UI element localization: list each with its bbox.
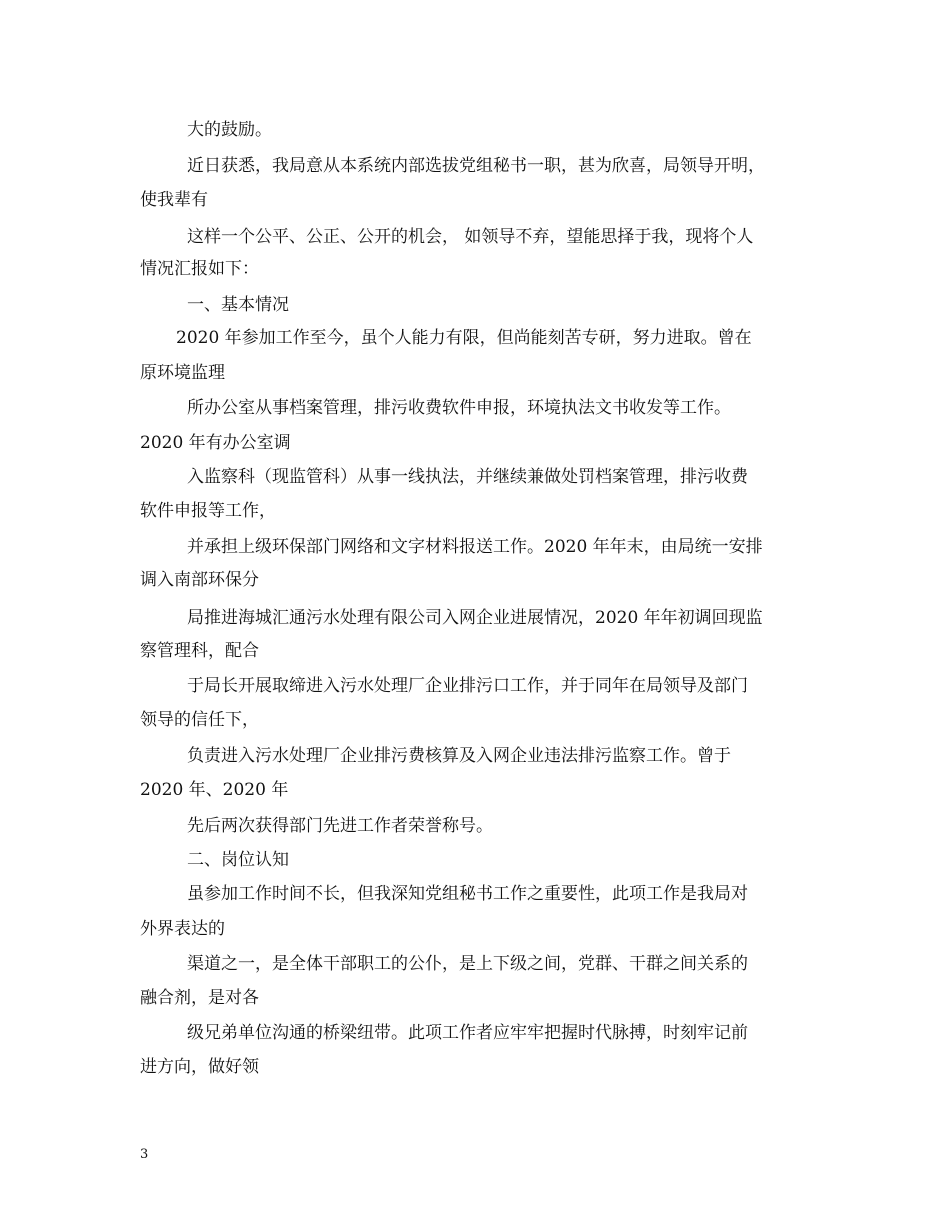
- text-line: 进方向，做好领: [140, 1057, 259, 1077]
- text-line: 调入南部环保分: [140, 570, 259, 590]
- text-line: 大的鼓励。: [187, 120, 272, 140]
- text-line: 负责进入污水处理厂企业排污费核算及入网企业违法排污监察工作。曾于: [187, 746, 731, 766]
- text-line: 情况汇报如下：: [140, 259, 259, 279]
- text-line: 先后两次获得部门先进工作者荣誉称号。: [187, 816, 493, 836]
- text-line: 所办公室从事档案管理，排污收费软件申报，环境执法文书收发等工作。: [187, 398, 731, 418]
- text-line: 局推进海城汇通污水处理有限公司入网企业进展情况，2020 年年初调回现监: [187, 608, 763, 628]
- page-number: 3: [140, 1147, 149, 1162]
- text-line: 近日获悉，我局意从本系统内部选拔党组秘书一职，甚为欣喜，局领导开明，: [187, 156, 765, 176]
- text-line: 渠道之一，是全体干部职工的公仆，是上下级之间，党群、干群之间关系的: [187, 954, 748, 974]
- text-line: 这样一个公平、公正、公开的机会， 如领导不弃，望能思择于我，现将个人: [187, 227, 754, 247]
- text-line: 入监察科（现监管科）从事一线执法，并继续兼做处罚档案管理，排污收费: [187, 467, 748, 487]
- text-line: 级兄弟单位沟通的桥梁纽带。此项工作者应牢牢把握时代脉搏，时刻牢记前: [187, 1023, 748, 1043]
- text-line: 于局长开展取缔进入污水处理厂企业排污口工作，并于同年在局领导及部门: [187, 676, 748, 696]
- section-heading: 一、基本情况: [187, 295, 289, 315]
- text-line: 并承担上级环保部门网络和文字材料报送工作。2020 年年末，由局统一安排: [187, 537, 763, 557]
- section-heading: 二、岗位认知: [187, 850, 289, 870]
- text-line: 外界表达的: [140, 919, 225, 939]
- text-line: 虽参加工作时间不长，但我深知党组秘书工作之重要性，此项工作是我局对: [187, 884, 748, 904]
- text-line: 察管理科，配合: [140, 641, 259, 661]
- text-line: 2020 年参加工作至今，虽个人能力有限，但尚能刻苦专研，努力进取。曾在: [176, 328, 752, 348]
- text-line: 2020 年、2020 年: [140, 780, 289, 800]
- text-line: 2020 年有办公室调: [140, 433, 291, 453]
- text-line: 使我辈有: [140, 190, 208, 210]
- text-line: 融合剂，是对各: [140, 988, 259, 1008]
- text-line: 领导的信任下，: [140, 710, 259, 730]
- text-line: 软件申报等工作，: [140, 501, 276, 521]
- text-line: 原环境监理: [140, 363, 225, 383]
